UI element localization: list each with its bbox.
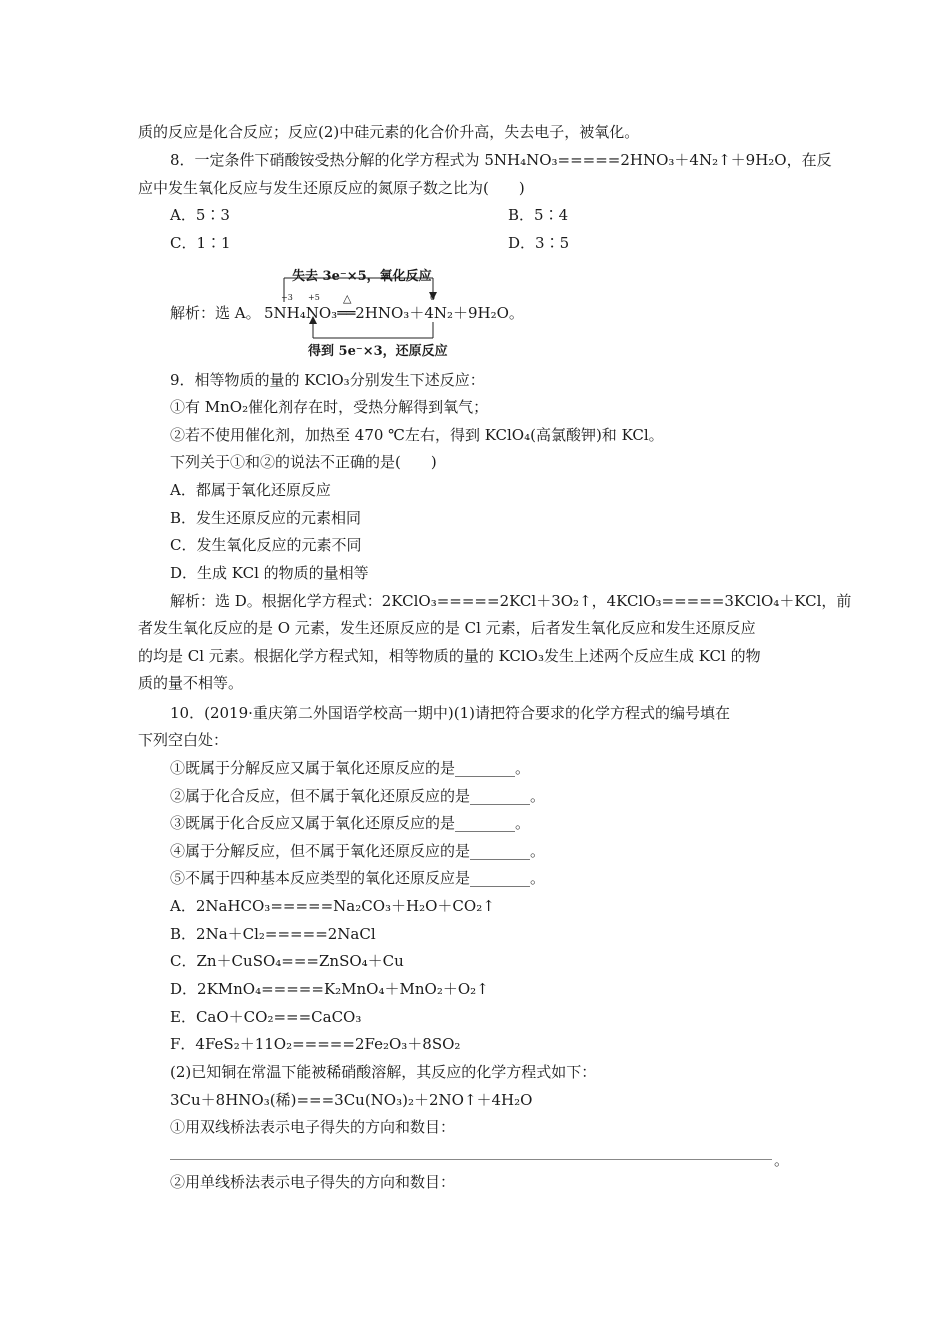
analysis-equation: 5NH₄NO₃══2HNO₃＋4N₂＋9H₂O。 bbox=[264, 304, 524, 322]
reduction-label: 得到 5e⁻×3，还原反应 bbox=[308, 344, 448, 359]
question-9-stem: 9．相等物质的量的 KClO₃分别发生下述反应： bbox=[170, 371, 485, 389]
question-9-analysis: 解析：选 D。根据化学方程式：2KClO₃=====2KCl＋3O₂↑，4KClO₃=====3KClO₄＋KCl，前 bbox=[170, 592, 852, 610]
text-line: 质的反应是化合反应；反应(2)中硅元素的化合价升高，失去电子，被氧化。 bbox=[138, 123, 640, 141]
copper-equation: 3Cu＋8HNO₃(稀)===3Cu(NO₃)₂＋2NO↑＋4H₂O bbox=[170, 1091, 533, 1109]
option-a: A．5∶3 bbox=[170, 206, 230, 224]
equation-c: C．Zn＋CuSO₄===ZnSO₄＋Cu bbox=[170, 952, 404, 970]
question-9-analysis-cont: 者发生氧化反应的是 O 元素，发生还原反应的是 Cl 元素，后者发生氧化反应和发生还原反应 bbox=[138, 619, 756, 637]
question-10-part-2: (2)已知铜在常温下能被稀硝酸溶解，其反应的化学方程式如下： bbox=[170, 1063, 597, 1081]
option-d: D．3∶5 bbox=[508, 234, 570, 252]
question-9-reaction-1: ①有 MnO₂催化剂存在时，受热分解得到氧气； bbox=[170, 398, 489, 416]
option-a: A．都属于氧化还原反应 bbox=[170, 481, 331, 499]
oxidation-state-zero: 0 bbox=[430, 293, 436, 302]
oxidation-state-plus5: +5 bbox=[308, 293, 320, 302]
blank-item-3: ③既属于化合反应又属于氧化还原反应的是________。 bbox=[170, 814, 531, 832]
analysis-prefix: 解析：选 A。 bbox=[170, 304, 261, 322]
question-9-analysis-cont: 质的量不相等。 bbox=[138, 674, 244, 692]
double-bridge-prompt: ①用双线桥法表示电子得失的方向和数目： bbox=[170, 1118, 456, 1136]
option-c: C．1∶1 bbox=[170, 234, 231, 252]
single-bridge-prompt: ②用单线桥法表示电子得失的方向和数目： bbox=[170, 1173, 456, 1191]
equation-d: D．2KMnO₄=====K₂MnO₄＋MnO₂＋O₂↑ bbox=[170, 980, 489, 998]
electron-transfer-diagram bbox=[170, 266, 590, 359]
answer-line bbox=[170, 1159, 772, 1160]
option-c: C．发生氧化反应的元素不同 bbox=[170, 536, 362, 554]
heat-symbol: △ bbox=[343, 292, 352, 305]
question-10-stem-cont: 下列空白处： bbox=[138, 731, 229, 749]
oxidation-state-minus3: −3 bbox=[281, 293, 293, 302]
option-b: B．5∶4 bbox=[508, 206, 569, 224]
equation-b: B．2Na＋Cl₂=====2NaCl bbox=[170, 925, 376, 943]
question-9-prompt: 下列关于①和②的说法不正确的是( ) bbox=[170, 453, 437, 471]
answer-line-period: 。 bbox=[774, 1151, 790, 1169]
blank-item-4: ④属于分解反应，但不属于氧化还原反应的是________。 bbox=[170, 842, 546, 860]
equation-f: F．4FeS₂＋11O₂=====2Fe₂O₃＋8SO₂ bbox=[170, 1035, 461, 1053]
question-10-stem: 10．(2019·重庆第二外国语学校高一期中)(1)请把符合要求的化学方程式的编号填在 bbox=[170, 704, 730, 722]
equation-a: A．2NaHCO₃=====Na₂CO₃＋H₂O＋CO₂↑ bbox=[170, 897, 495, 915]
oxidation-label: 失去 3e⁻×5，氧化反应 bbox=[292, 269, 432, 284]
question-9-analysis-cont: 的均是 Cl 元素。根据化学方程式知，相等物质的量的 KClO₃发生上述两个反应生成 KCl 的物 bbox=[138, 647, 761, 665]
option-b: B．发生还原反应的元素相同 bbox=[170, 509, 362, 527]
blank-item-2: ②属于化合反应，但不属于氧化还原反应的是________。 bbox=[170, 787, 546, 805]
question-8-stem: 8．一定条件下硝酸铵受热分解的化学方程式为 5NH₄NO₃=====2HNO₃＋4N₂↑＋9H₂O，在反 bbox=[170, 151, 832, 169]
question-8-stem-cont: 应中发生氧化反应与发生还原反应的氮原子数之比为( ) bbox=[138, 179, 525, 197]
question-9-reaction-2: ②若不使用催化剂，加热至 470 ℃左右，得到 KClO₄(高氯酸钾)和 KCl。 bbox=[170, 426, 664, 444]
blank-item-5: ⑤不属于四种基本反应类型的氧化还原反应是________。 bbox=[170, 869, 546, 887]
option-d: D．生成 KCl 的物质的量相等 bbox=[170, 564, 369, 582]
blank-item-1: ①既属于分解反应又属于氧化还原反应的是________。 bbox=[170, 759, 531, 777]
equation-e: E．CaO＋CO₂===CaCO₃ bbox=[170, 1008, 362, 1026]
